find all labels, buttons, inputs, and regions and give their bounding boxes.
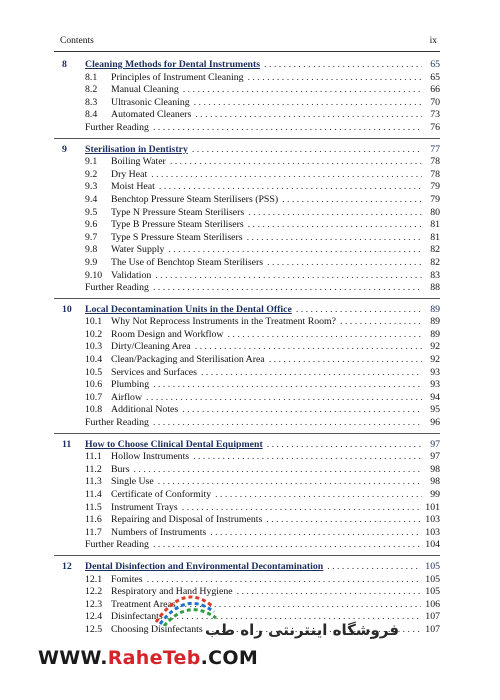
further-reading-title: Further Reading [85, 539, 149, 551]
section-number: 11.6 [85, 514, 102, 526]
toc-entry[interactable] [54, 72, 440, 85]
section-number: 11.1 [85, 451, 102, 463]
section-page: 92 [430, 341, 440, 353]
section-title: Ultrasonic Cleaning [111, 96, 190, 108]
toc-entry[interactable] [54, 329, 440, 342]
watermark-logo-icon [150, 586, 218, 626]
chapter-number: 11 [62, 438, 72, 450]
chapter-11 [54, 434, 440, 556]
section-page: 98 [430, 476, 440, 488]
dot-leader [153, 282, 422, 295]
section-page: 98 [430, 463, 440, 475]
toc-entry[interactable] [54, 257, 440, 270]
dot-leader [146, 392, 422, 405]
chapter-number: 9 [62, 143, 67, 155]
section-page: 82 [430, 256, 440, 268]
dot-leader [248, 72, 422, 85]
section-title: Repairing and Disposal of Instruments [111, 514, 263, 526]
section-number: 12.5 [85, 623, 103, 635]
watermark-url-brand: RaheTeb [107, 647, 201, 669]
chapter-title: Cleaning Methods for Dental Instruments [85, 59, 261, 70]
toc-entry[interactable] [54, 341, 440, 354]
toc-entry[interactable] [54, 464, 440, 477]
dot-leader [195, 341, 422, 354]
section-page: 73 [430, 109, 440, 121]
section-title: Why Not Reprocess Instruments in the Treatment Room? [111, 316, 337, 328]
section-title: Numbers of Instruments [111, 526, 207, 538]
further-reading-entry[interactable] [54, 282, 440, 295]
dot-leader [153, 122, 422, 135]
section-page: 81 [430, 219, 440, 231]
section-page: 89 [430, 316, 440, 328]
further-reading-entry[interactable] [54, 539, 440, 552]
section-number: 9.2 [85, 168, 98, 180]
chapter-title: How to Choose Clinical Dental Equipment [85, 438, 263, 450]
watermark-url-suffix: .COM [200, 647, 259, 669]
section-title: Moist Heat [111, 181, 155, 193]
dot-leader [193, 451, 422, 464]
dot-leader [247, 232, 422, 245]
section-number: 11.7 [85, 526, 102, 538]
section-number: 9.6 [85, 219, 98, 231]
dot-leader [201, 367, 422, 380]
dot-leader [182, 404, 422, 417]
section-title: Manual Cleaning [111, 84, 179, 96]
section-page: 81 [430, 231, 440, 243]
toc-entry[interactable] [54, 244, 440, 257]
dot-leader [248, 207, 422, 220]
further-reading-page: 96 [430, 417, 440, 429]
section-number: 10.2 [85, 328, 103, 340]
section-number: 12.2 [85, 586, 103, 598]
toc-entry[interactable] [54, 181, 440, 194]
section-title: Automated Cleaners [111, 109, 192, 121]
watermark-url [38, 647, 258, 669]
section-page: 78 [430, 168, 440, 180]
section-page: 70 [430, 96, 440, 108]
section-title: Water Supply [111, 244, 165, 256]
dot-leader [264, 59, 422, 72]
dot-leader [147, 574, 422, 587]
chapter-9 [54, 139, 440, 299]
section-page: 80 [430, 206, 440, 218]
dot-leader [168, 244, 422, 257]
section-number: 8.1 [85, 71, 98, 83]
section-page: 94 [430, 391, 440, 403]
section-page: 103 [425, 514, 440, 526]
toc-entry[interactable] [54, 169, 440, 182]
section-title: Type B Pressure Steam Sterilisers [111, 219, 244, 231]
section-title: Type N Pressure Steam Sterilisers [111, 206, 245, 218]
section-number: 9.1 [85, 156, 98, 168]
section-number: 8.3 [85, 96, 98, 108]
toc-entry[interactable] [54, 451, 440, 464]
section-page: 103 [425, 526, 440, 538]
dot-leader [153, 417, 422, 430]
chapter-page: 105 [425, 560, 440, 572]
toc-entry[interactable] [54, 109, 440, 122]
section-title: Disinfectants [111, 611, 163, 623]
running-head: Contents [60, 36, 94, 46]
toc-entry[interactable] [54, 392, 440, 405]
section-number: 11.2 [85, 463, 102, 475]
chapter-page: 89 [430, 303, 440, 315]
toc-entry[interactable] [54, 502, 440, 515]
page-header [60, 36, 437, 48]
section-page: 93 [430, 379, 440, 391]
section-page: 93 [430, 366, 440, 378]
dot-leader [282, 194, 422, 207]
section-title: Validation [111, 269, 152, 281]
toc-entry[interactable] [54, 527, 440, 540]
section-number: 12.1 [85, 573, 103, 585]
chapter-heading[interactable] [54, 439, 440, 452]
dot-leader [158, 476, 422, 489]
dot-leader [215, 489, 422, 502]
section-title: Clean/Packaging and Sterilisation Area [111, 354, 265, 366]
dot-leader [151, 169, 422, 182]
section-page: 66 [430, 84, 440, 96]
dot-leader [327, 561, 421, 574]
chapter-title: Dental Disinfection and Environmental Decontamination [85, 560, 324, 572]
section-title: Respiratory and Hand Hygiene [111, 586, 233, 598]
toc-entry[interactable] [54, 84, 440, 97]
toc-entry[interactable] [54, 599, 440, 612]
chapter-number: 8 [62, 59, 67, 70]
toc-entry[interactable] [54, 476, 440, 489]
section-number: 9.7 [85, 231, 98, 243]
chapter-page: 77 [430, 143, 440, 155]
table-of-contents [54, 54, 440, 640]
toc-entry[interactable] [54, 586, 440, 599]
toc-entry[interactable] [54, 207, 440, 220]
section-title: Additional Notes [111, 404, 179, 416]
chapter-heading[interactable] [54, 561, 440, 574]
section-title: Services and Surfaces [111, 366, 197, 378]
dot-leader [182, 502, 422, 515]
dot-leader [340, 316, 422, 329]
further-reading-page: 104 [425, 539, 440, 551]
further-reading-title: Further Reading [85, 282, 149, 294]
toc-entry[interactable] [54, 367, 440, 380]
chapter-title: Sterilisation in Dentistry [85, 143, 188, 155]
toc-entry[interactable] [54, 316, 440, 329]
further-reading-title: Further Reading [85, 417, 149, 429]
section-page: 89 [430, 328, 440, 340]
further-reading-title: Further Reading [85, 121, 149, 133]
toc-entry[interactable] [54, 219, 440, 232]
section-page: 101 [425, 501, 440, 513]
chapter-page: 65 [430, 59, 440, 70]
page-number: ix [429, 36, 437, 46]
dot-leader [195, 109, 422, 122]
section-title: Type S Pressure Steam Sterilisers [111, 231, 243, 243]
section-number: 9.4 [85, 193, 98, 205]
dot-leader [296, 304, 422, 317]
section-page: 78 [430, 156, 440, 168]
section-number: 10.8 [85, 404, 103, 416]
toc-entry[interactable] [54, 574, 440, 587]
further-reading-entry[interactable] [54, 417, 440, 430]
section-number: 11.4 [85, 489, 102, 500]
further-reading-page: 88 [430, 282, 440, 294]
dot-leader [266, 514, 421, 527]
dot-leader [183, 84, 422, 97]
chapter-page: 97 [430, 438, 440, 450]
section-number: 10.7 [85, 391, 103, 403]
toc-entry[interactable] [54, 270, 440, 283]
section-number: 9.10 [85, 269, 103, 281]
section-title: Treatment Areas [111, 598, 176, 610]
section-number: 11.3 [85, 476, 102, 488]
section-title: The Use of Benchtop Steam Sterilisers [111, 256, 264, 268]
watermark-url-prefix: WWW. [38, 647, 108, 669]
section-page: 82 [430, 244, 440, 256]
section-number: 9.5 [85, 206, 98, 218]
section-title: Plumbing [111, 379, 150, 391]
dot-leader [237, 586, 422, 599]
dot-leader [153, 539, 421, 552]
dot-leader [267, 257, 422, 270]
chapter-heading[interactable] [54, 59, 440, 72]
section-number: 12.3 [85, 598, 103, 610]
dot-leader [170, 156, 422, 169]
toc-entry[interactable] [54, 489, 440, 502]
dot-leader [159, 181, 422, 194]
dot-leader [194, 97, 422, 110]
section-title: Principles of Instrument Cleaning [111, 71, 244, 83]
toc-entry[interactable] [54, 194, 440, 207]
section-number: 9.9 [85, 256, 98, 268]
section-number: 8.4 [85, 109, 98, 121]
chapter-10 [54, 299, 440, 434]
dot-leader [228, 329, 422, 342]
section-page: 107 [425, 623, 440, 635]
chapter-heading[interactable] [54, 304, 440, 317]
toc-entry[interactable] [54, 354, 440, 367]
section-title: Boiling Water [111, 156, 166, 168]
toc-entry[interactable] [54, 379, 440, 392]
section-number: 10.4 [85, 354, 103, 366]
section-title: Room Design and Workflow [111, 328, 224, 340]
section-title: Dry Heat [111, 168, 148, 180]
dot-leader [134, 464, 422, 477]
further-reading-page: 76 [430, 121, 440, 133]
section-page: 79 [430, 193, 440, 205]
section-page: 83 [430, 269, 440, 281]
section-title: Instrument Trays [111, 501, 178, 513]
section-title: Dirty/Cleaning Area [111, 341, 191, 353]
toc-entry[interactable] [54, 97, 440, 110]
section-page: 95 [430, 404, 440, 416]
header-rule [54, 51, 440, 52]
chapter-number: 10 [62, 303, 72, 315]
dot-leader [267, 439, 422, 452]
section-number: 12.4 [85, 611, 103, 623]
section-title: Hollow Instruments [111, 451, 190, 463]
section-number: 9.3 [85, 181, 98, 193]
section-number: 10.3 [85, 341, 103, 353]
section-number: 9.8 [85, 244, 98, 256]
section-title: Airflow [111, 391, 143, 403]
section-number: 10.1 [85, 316, 103, 328]
toc-entry[interactable] [54, 404, 440, 417]
section-page: 99 [430, 489, 440, 500]
dot-leader [153, 379, 422, 392]
section-title: Burs [111, 463, 130, 475]
section-title: Certificate of Conformity [111, 489, 212, 500]
section-title: Benchtop Pressure Steam Sterilisers (PSS) [111, 193, 279, 205]
section-number: 10.5 [85, 366, 103, 378]
section-page: 106 [425, 598, 440, 610]
section-page: 107 [425, 611, 440, 623]
section-number: 11.5 [85, 501, 102, 513]
chapter-heading[interactable] [54, 144, 440, 157]
further-reading-entry[interactable] [54, 122, 440, 135]
toc-entry[interactable] [54, 156, 440, 169]
section-title: Choosing Disinfectants [111, 623, 203, 635]
toc-entry[interactable] [54, 232, 440, 245]
section-page: 92 [430, 354, 440, 366]
section-page: 105 [425, 573, 440, 585]
section-number: 10.6 [85, 379, 103, 391]
section-title: Fomites [111, 573, 143, 585]
dot-leader [192, 144, 422, 157]
dot-leader [210, 527, 421, 540]
chapter-number: 12 [62, 560, 72, 572]
watermark-persian-text: فروشگاه اینترنتی راه طب [205, 621, 400, 639]
chapter-title: Local Decontamination Units in the Dental Office [85, 303, 292, 315]
section-title: Single Use [111, 476, 154, 488]
dot-leader [248, 219, 422, 232]
section-page: 79 [430, 181, 440, 193]
section-page: 65 [430, 71, 440, 83]
dot-leader [269, 354, 422, 367]
section-page: 105 [425, 586, 440, 598]
chapter-8 [54, 54, 440, 139]
toc-entry[interactable] [54, 514, 440, 527]
section-page: 97 [430, 451, 440, 463]
section-number: 8.2 [85, 84, 98, 96]
dot-leader [155, 270, 422, 283]
